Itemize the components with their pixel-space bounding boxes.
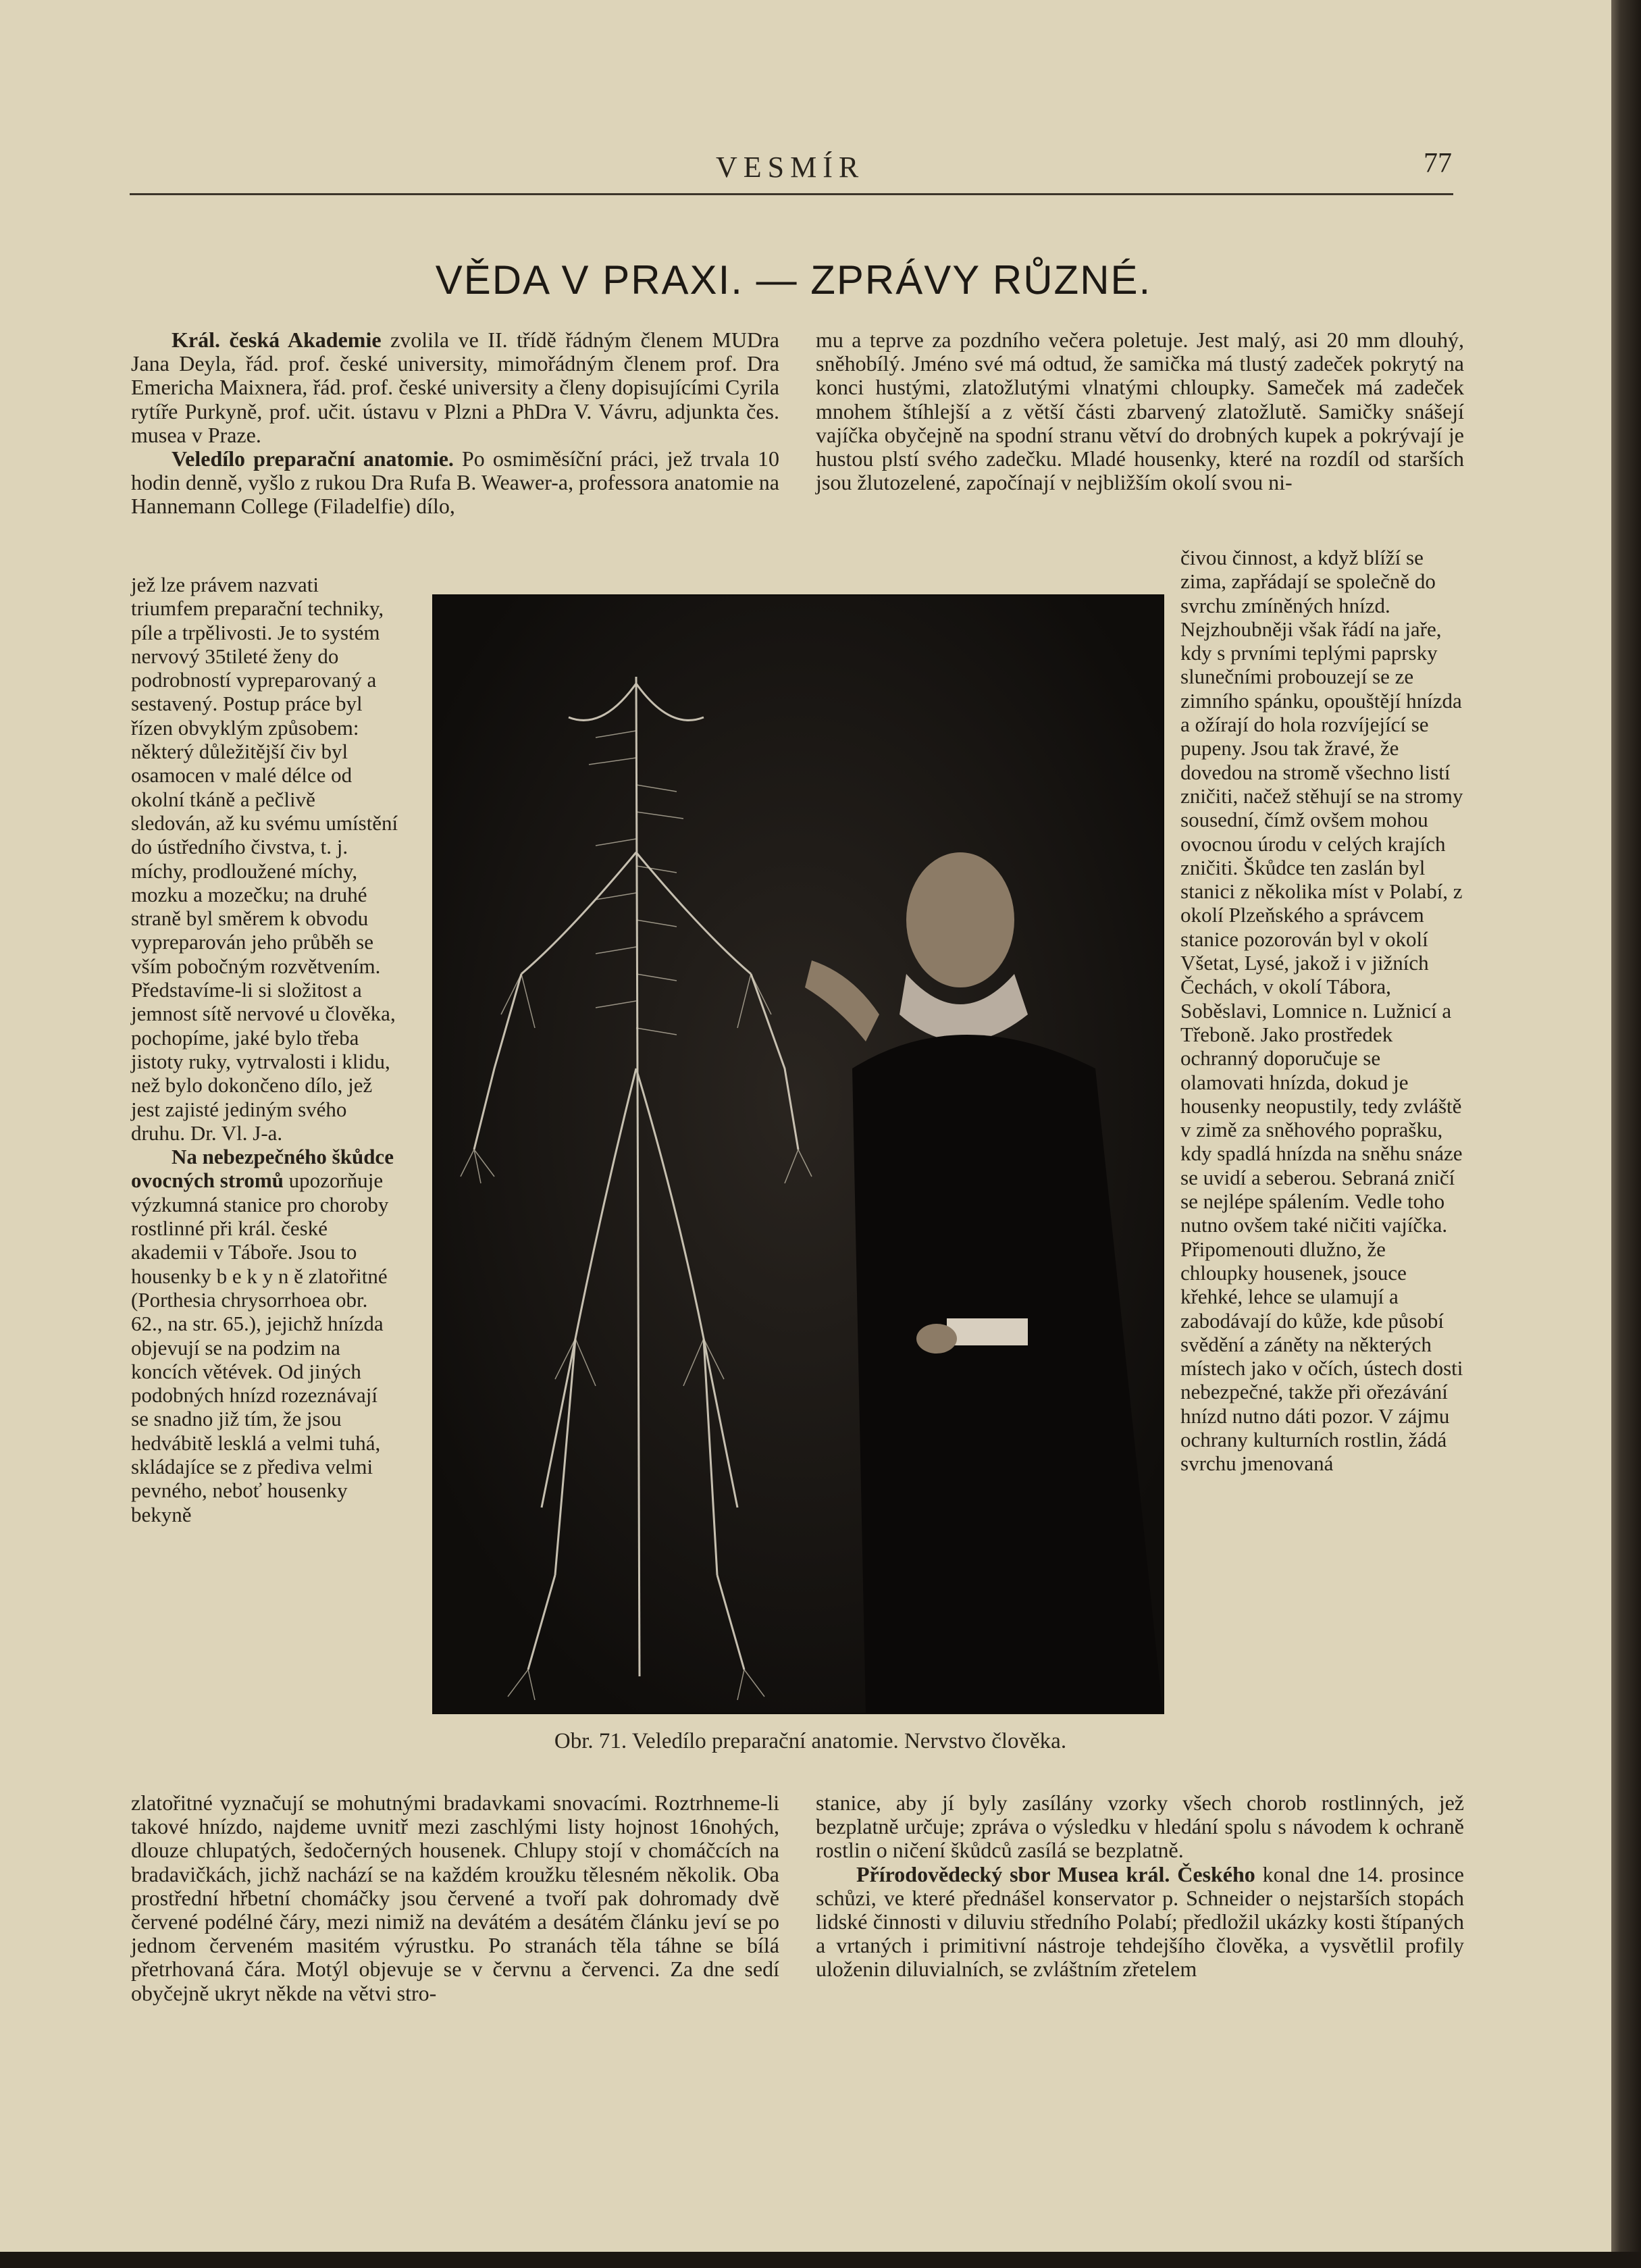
page-edge-shadow [1611, 0, 1641, 2268]
right-column-top [816, 328, 1464, 494]
article-lead: Přírodovědecký sbor Musea král. Českého [856, 1861, 1255, 1886]
running-header [128, 150, 1452, 197]
figure-illustration [434, 596, 1163, 1713]
figure-nervous-system-photo [432, 594, 1164, 1714]
left-column-bottom [131, 1791, 779, 2005]
page-bottom-shadow [0, 2252, 1641, 2268]
article-text: Po osmiměsíční práci, jež trvala 10 hodin denně, vyšlo z rukou Dra Rufa B. Weawer-a, professora anatomie na Hannemann College (Filadelfie) dílo, [131, 446, 780, 519]
article-text: upozorňuje výzkumná stanice pro choroby rostlinné při král. české akademii v Táboře. Jsou to housenky b e k y n ě zlatořitné (Porthesia chrysorrhoea obr. 62., na str. 65.), jejichž hnízda objevují se na podzim na koncích větévek. Od jiných podobných hnízd rozeznávají se snadno již tím, že jsou hedvábitě lesklá a velmi tuhá, skládajíce se z přediva velmi pevného, neboť housenky bekyně [131, 1168, 389, 1526]
page-number: 77 [1424, 148, 1452, 179]
article-prirodovedecky-sbor [816, 1863, 1464, 1982]
article-text: zvolila ve II. třídě řádným členem MUDra Jana Deyla, řád. prof. české university, mimořádným členem prof. Dra Emericha Maixnera, řád. prof. české university a členy dopisujícími Cyrila rytíře Purkyně, prof. učit. ústavu v Plzni a PhDra V. Vávru, adjunkta čes. musea v Praze. [131, 328, 780, 447]
left-column-top [131, 328, 779, 519]
article-lead: Veledílo preparační anatomie. [172, 446, 454, 471]
right-column-narrow [1180, 546, 1464, 1476]
article-lead: Král. česká Akademie [172, 328, 382, 352]
header-rule [130, 193, 1453, 195]
article-veledilo-cont: jež lze právem nazvati triumfem preparační techniky, píle a trpělivosti. Je to systém nervový 35tileté ženy do podrobností vypreparovaný a sestavený. Postup práce byl řízen obvyklým způsobem: některý důležitější čiv byl osamocen v malé délce od okolní tkáně a pečlivě sledován, až ku svému umístění do ústředního čivstva, t. j. míchy, prodloužené míchy, mozku a mozečku; na druhé straně byl směrem k obvodu vypreparován jeho průběh se vším pobočným rozvětvením. Představíme-li si složitost a jemnost sítě nervové u člověka, pochopíme, jaké bylo třeba jistoty ruky, vytrvalosti i klidu, než bylo dokončeno dílo, jež jest zajisté jediným svého druhu. Dr. Vl. J-a. [131, 573, 398, 1145]
journal-title: VESMÍR [716, 151, 865, 184]
article-lead: Na nebezpečného škůdce ovocných stromů [131, 1145, 394, 1193]
article-akademie [131, 328, 779, 447]
article-skudce-cont-2: čivou činnost, a když blíží se zima, zapřádají se společně do svrchu zmíněných hnízd. Nejzhoubněji však řádí na jaře, kdy s prvními teplými paprsky slunečními probouzejí se ze zimního spánku, opouštějí hnízda a ožírají do hola rozvíjející se pupeny. Jsou tak žravé, že dovedou na stromě všechno listí zničiti, načež stěhují se na stromy sousední, čímž ovšem mohou ovocnou úrodu v celých krajích zničiti. Škůdce ten zaslán byl stanici z několika míst v Polabí, z okolí Plzeňského a správcem stanice pozorován byl v okolí Všetat, Lysé, jakož i v jižních Čechách, v okolí Tábora, Soběslavi, Lomnice n. Lužnicí a Třeboně. Jako prostředek ochranný doporučuje se olamovati hnízda, dokud je housenky neopustily, tedy zvláště v zimě za sněhového poprašku, kdy spadlá hnízda na sněhu snáze se uvidí a seberou. Sebraná zničí se nejlépe spálením. Vedle toho nutno ovšem také ničiti vajíčka. Připomenouti dlužno, že chloupky housenek, jsouce křehké, lehce se ulamují a zabodávají do kůže, kde působí svědění a záněty na některých místech jako v očích, ústech dosti nebezpečné, takže při ořezávání hnízd nutno dáti pozor. V zájmu ochrany kulturních rostlin, žádá svrchu jmenovaná [1180, 546, 1463, 1476]
left-column-narrow [131, 573, 398, 1526]
right-column-bottom [816, 1791, 1464, 1982]
article-skudce-cont-3: zlatořitné vyznačují se mohutnými bradavkami snovacími. Roztrhneme-li takové hnízdo, najdeme uvnitř mezi zaschlými listy hojnost 16nohých, dlouze chlupatých, šedočerných housenek. Chlupy stojí v chomáčcích na bradavičkách, jichž nachází se na každém kroužku tělesném několik. Oba prostřední hřbetní chomáčky jsou červené a tvoří pak dohromady dvě červené podélné čáry, mezi nimiž na devátém a desátém článku jeví se po jednom červeném masitém výrustku. Po stranách těla táhne se bílá přetrhovaná čára. Motýl objevuje se v červnu a červenci. Za dne sedí obyčejně ukryt někde na větvi stro- [131, 1790, 779, 2005]
article-skudce [131, 1145, 398, 1526]
section-headline: VĚDA V PRAXI. — ZPRÁVY RŮZNÉ. [435, 257, 1152, 303]
article-skudce-end: stanice, aby jí byly zasílány vzorky všech chorob rostlinných, jež bezplatně určuje; zpráva o výsledku v hledání spolu s návodem k ochraně rostlin o ničení škůdců zasílá se bezplatně. [816, 1790, 1464, 1863]
article-veledilo [131, 447, 779, 519]
article-text: konal dne 14. prosince schůzi, ve které přednášel konservator p. Schneider o nejstarších stopách lidské činnosti v diluviu středního Polabí; předložil ukázky kosti štípaných a vrtaných i primitivní nástroje tehdejšího člověka, a vysvětlil profily uloženin diluvialních, se zvláštním zřetelem [816, 1861, 1465, 1982]
figure-caption: Obr. 71. Veledílo preparační anatomie. Nervstvo člověka. [554, 1729, 1067, 1753]
article-skudce-cont: mu a teprve za pozdního večera poletuje. Jest malý, asi 20 mm dlouhý, sněhobílý. Jméno své má odtud, že samička má tlustý zadeček pokrytý na konci hustými, zlatožlutými vlnatými chloupky. Sameček má zadeček mnohem štíhlejší a z větší části zbarvený zlatožlutě. Samičky snášejí vajíčka obyčejně na spodní stranu větví do drobných kupek a pokrývají je hustou plstí svého zadečku. Mladé housenky, které na rozdíl od starších jsou žlutozelené, započínají v nejbližším okolí svou ni- [816, 328, 1464, 495]
